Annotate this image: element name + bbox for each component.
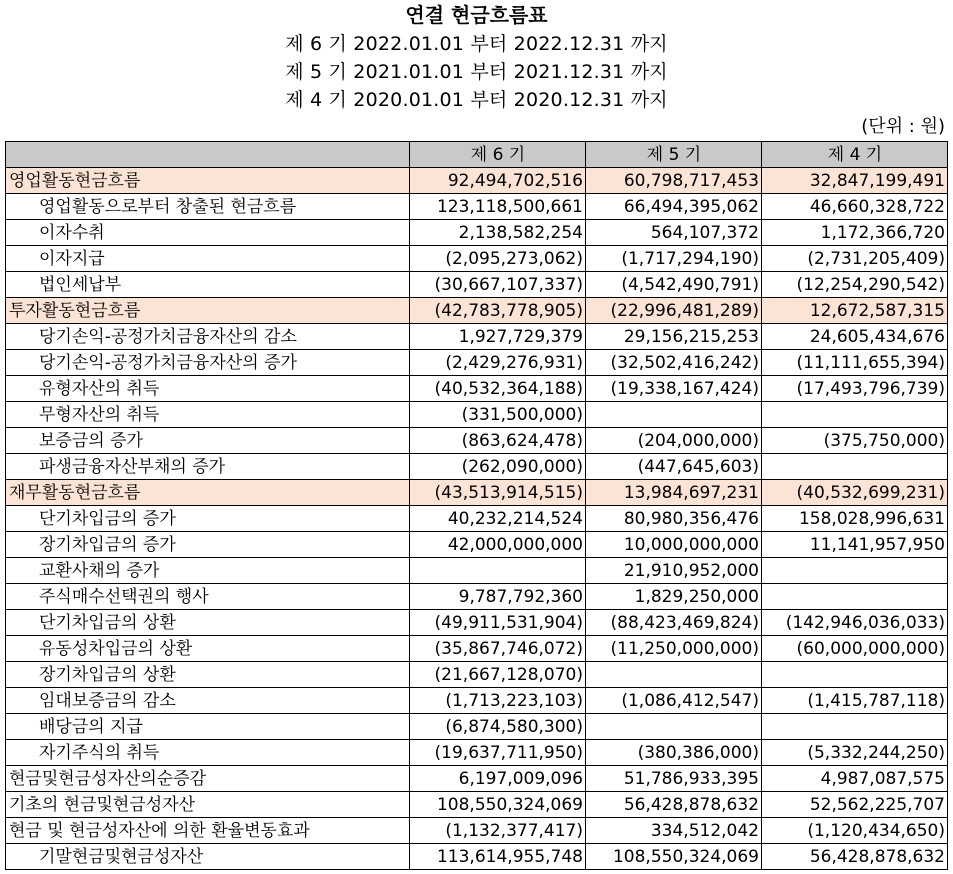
value-period-6: (331,500,000)	[410, 402, 586, 428]
table-row	[6, 350, 948, 376]
row-label: 재무활동현금흐름	[6, 480, 410, 506]
header-period-6: 제 6 기	[410, 142, 586, 168]
row-label: 이자지급	[6, 246, 410, 272]
row-label: 기초의 현금및현금성자산	[6, 792, 410, 818]
value-period-6: (1,132,377,417)	[410, 818, 586, 844]
row-label: 장기차입금의 증가	[6, 532, 410, 558]
table-row	[6, 402, 948, 428]
table-row	[6, 688, 948, 714]
value-period-5: 21,910,952,000	[586, 558, 762, 584]
value-period-5: (447,645,603)	[586, 454, 762, 480]
value-period-4: 1,172,366,720	[762, 220, 948, 246]
value-period-6: (35,867,746,072)	[410, 636, 586, 662]
header-period-5: 제 5 기	[586, 142, 762, 168]
row-label: 투자활동현금흐름	[6, 298, 410, 324]
table-row	[6, 272, 948, 298]
header-row	[6, 142, 948, 168]
table-row	[6, 220, 948, 246]
value-period-4: (11,111,655,394)	[762, 350, 948, 376]
row-label: 단기차입금의 상환	[6, 610, 410, 636]
value-period-5: (1,717,294,190)	[586, 246, 762, 272]
value-period-6: 6,197,009,096	[410, 766, 586, 792]
section-row	[6, 298, 948, 324]
value-period-4: 11,141,957,950	[762, 532, 948, 558]
value-period-5: 80,980,356,476	[586, 506, 762, 532]
value-period-4: (375,750,000)	[762, 428, 948, 454]
value-period-5: 108,550,324,069	[586, 844, 762, 870]
value-period-4: (1,415,787,118)	[762, 688, 948, 714]
value-period-6: 92,494,702,516	[410, 168, 586, 194]
value-period-4: (1,120,434,650)	[762, 818, 948, 844]
value-period-6	[410, 558, 586, 584]
table-row	[6, 246, 948, 272]
header-label-column	[6, 142, 410, 168]
value-period-6: (2,095,273,062)	[410, 246, 586, 272]
table-row	[6, 558, 948, 584]
row-label: 보증금의 증가	[6, 428, 410, 454]
value-period-6: (19,637,711,950)	[410, 740, 586, 766]
table-row	[6, 454, 948, 480]
section-row	[6, 168, 948, 194]
value-period-5	[586, 714, 762, 740]
value-period-6: 42,000,000,000	[410, 532, 586, 558]
table-row	[6, 584, 948, 610]
value-period-5	[586, 662, 762, 688]
value-period-4: (5,332,244,250)	[762, 740, 948, 766]
value-period-6: (43,513,914,515)	[410, 480, 586, 506]
table-row	[6, 792, 948, 818]
row-label: 임대보증금의 감소	[6, 688, 410, 714]
statement-title: 연결 현금흐름표	[405, 3, 548, 27]
table-row	[6, 194, 948, 220]
value-period-6: (42,783,778,905)	[410, 298, 586, 324]
table-row	[6, 610, 948, 636]
value-period-4: 24,605,434,676	[762, 324, 948, 350]
value-period-5: 66,494,395,062	[586, 194, 762, 220]
row-label: 단기차입금의 증가	[6, 506, 410, 532]
value-period-5: (19,338,167,424)	[586, 376, 762, 402]
value-period-6: (863,624,478)	[410, 428, 586, 454]
value-period-5: 1,829,250,000	[586, 584, 762, 610]
value-period-6: (1,713,223,103)	[410, 688, 586, 714]
row-label: 법인세납부	[6, 272, 410, 298]
value-period-6: (262,090,000)	[410, 454, 586, 480]
section-row	[6, 480, 948, 506]
table-row	[6, 506, 948, 532]
table-row	[6, 376, 948, 402]
cash-flow-table	[5, 141, 948, 870]
table-row	[6, 844, 948, 870]
value-period-4	[762, 662, 948, 688]
value-period-5: (22,996,481,289)	[586, 298, 762, 324]
table-row	[6, 324, 948, 350]
value-period-6: 113,614,955,748	[410, 844, 586, 870]
unit-label: (단위 : 원)	[861, 116, 945, 137]
value-period-6: (49,911,531,904)	[410, 610, 586, 636]
value-period-5: (1,086,412,547)	[586, 688, 762, 714]
period-line-4: 제 4 기 2020.01.01 부터 2020.12.31 까지	[285, 89, 668, 111]
value-period-4: (142,946,036,033)	[762, 610, 948, 636]
row-label: 기말현금및현금성자산	[6, 844, 410, 870]
row-label: 파생금융자산부채의 증가	[6, 454, 410, 480]
value-period-6: (30,667,107,337)	[410, 272, 586, 298]
table-row	[6, 766, 948, 792]
value-period-5: (204,000,000)	[586, 428, 762, 454]
value-period-6: 40,232,214,524	[410, 506, 586, 532]
value-period-4: (60,000,000,000)	[762, 636, 948, 662]
value-period-5: 334,512,042	[586, 818, 762, 844]
value-period-6: 2,138,582,254	[410, 220, 586, 246]
value-period-6: (2,429,276,931)	[410, 350, 586, 376]
value-period-6: 123,118,500,661	[410, 194, 586, 220]
value-period-5: (4,542,490,791)	[586, 272, 762, 298]
value-period-4: (17,493,796,739)	[762, 376, 948, 402]
value-period-4: 12,672,587,315	[762, 298, 948, 324]
row-label: 교환사채의 증가	[6, 558, 410, 584]
value-period-6: 9,787,792,360	[410, 584, 586, 610]
value-period-4: 4,987,087,575	[762, 766, 948, 792]
value-period-5: (32,502,416,242)	[586, 350, 762, 376]
row-label: 배당금의 지급	[6, 714, 410, 740]
row-label: 유동성차입금의 상환	[6, 636, 410, 662]
value-period-4	[762, 714, 948, 740]
row-label: 영업활동현금흐름	[6, 168, 410, 194]
value-period-4: (12,254,290,542)	[762, 272, 948, 298]
table-row	[6, 636, 948, 662]
row-label: 현금 및 현금성자산에 의한 환율변동효과	[6, 818, 410, 844]
row-label: 당기손익-공정가치금융자산의 감소	[6, 324, 410, 350]
table-row	[6, 662, 948, 688]
value-period-5: 10,000,000,000	[586, 532, 762, 558]
value-period-4	[762, 558, 948, 584]
value-period-6: 108,550,324,069	[410, 792, 586, 818]
table-row	[6, 740, 948, 766]
value-period-5: 60,798,717,453	[586, 168, 762, 194]
row-label: 자기주식의 취득	[6, 740, 410, 766]
header-period-4: 제 4 기	[762, 142, 948, 168]
period-line-6: 제 6 기 2022.01.01 부터 2022.12.31 까지	[285, 33, 668, 55]
row-label: 무형자산의 취득	[6, 402, 410, 428]
period-line-5: 제 5 기 2021.01.01 부터 2021.12.31 까지	[285, 61, 668, 83]
value-period-5: (11,250,000,000)	[586, 636, 762, 662]
value-period-4: (40,532,699,231)	[762, 480, 948, 506]
value-period-5: (88,423,469,824)	[586, 610, 762, 636]
value-period-5: 56,428,878,632	[586, 792, 762, 818]
value-period-4: 52,562,225,707	[762, 792, 948, 818]
row-label: 이자수취	[6, 220, 410, 246]
value-period-4	[762, 584, 948, 610]
table-row	[6, 714, 948, 740]
value-period-6: (40,532,364,188)	[410, 376, 586, 402]
row-label: 주식매수선택권의 행사	[6, 584, 410, 610]
value-period-5: (380,386,000)	[586, 740, 762, 766]
row-label: 영업활동으로부터 창출된 현금흐름	[6, 194, 410, 220]
value-period-6: (6,874,580,300)	[410, 714, 586, 740]
value-period-6: (21,667,128,070)	[410, 662, 586, 688]
value-period-4: (2,731,205,409)	[762, 246, 948, 272]
table-row	[6, 818, 948, 844]
row-label: 장기차입금의 상환	[6, 662, 410, 688]
value-period-5: 13,984,697,231	[586, 480, 762, 506]
value-period-5: 564,107,372	[586, 220, 762, 246]
value-period-4	[762, 402, 948, 428]
value-period-5: 51,786,933,395	[586, 766, 762, 792]
value-period-5: 29,156,215,253	[586, 324, 762, 350]
row-label: 당기손익-공정가치금융자산의 증가	[6, 350, 410, 376]
value-period-6: 1,927,729,379	[410, 324, 586, 350]
value-period-5	[586, 402, 762, 428]
table-row	[6, 532, 948, 558]
value-period-4: 56,428,878,632	[762, 844, 948, 870]
table-row	[6, 428, 948, 454]
value-period-4: 46,660,328,722	[762, 194, 948, 220]
value-period-4	[762, 454, 948, 480]
row-label: 현금및현금성자산의순증감	[6, 766, 410, 792]
value-period-4: 32,847,199,491	[762, 168, 948, 194]
value-period-4: 158,028,996,631	[762, 506, 948, 532]
row-label: 유형자산의 취득	[6, 376, 410, 402]
